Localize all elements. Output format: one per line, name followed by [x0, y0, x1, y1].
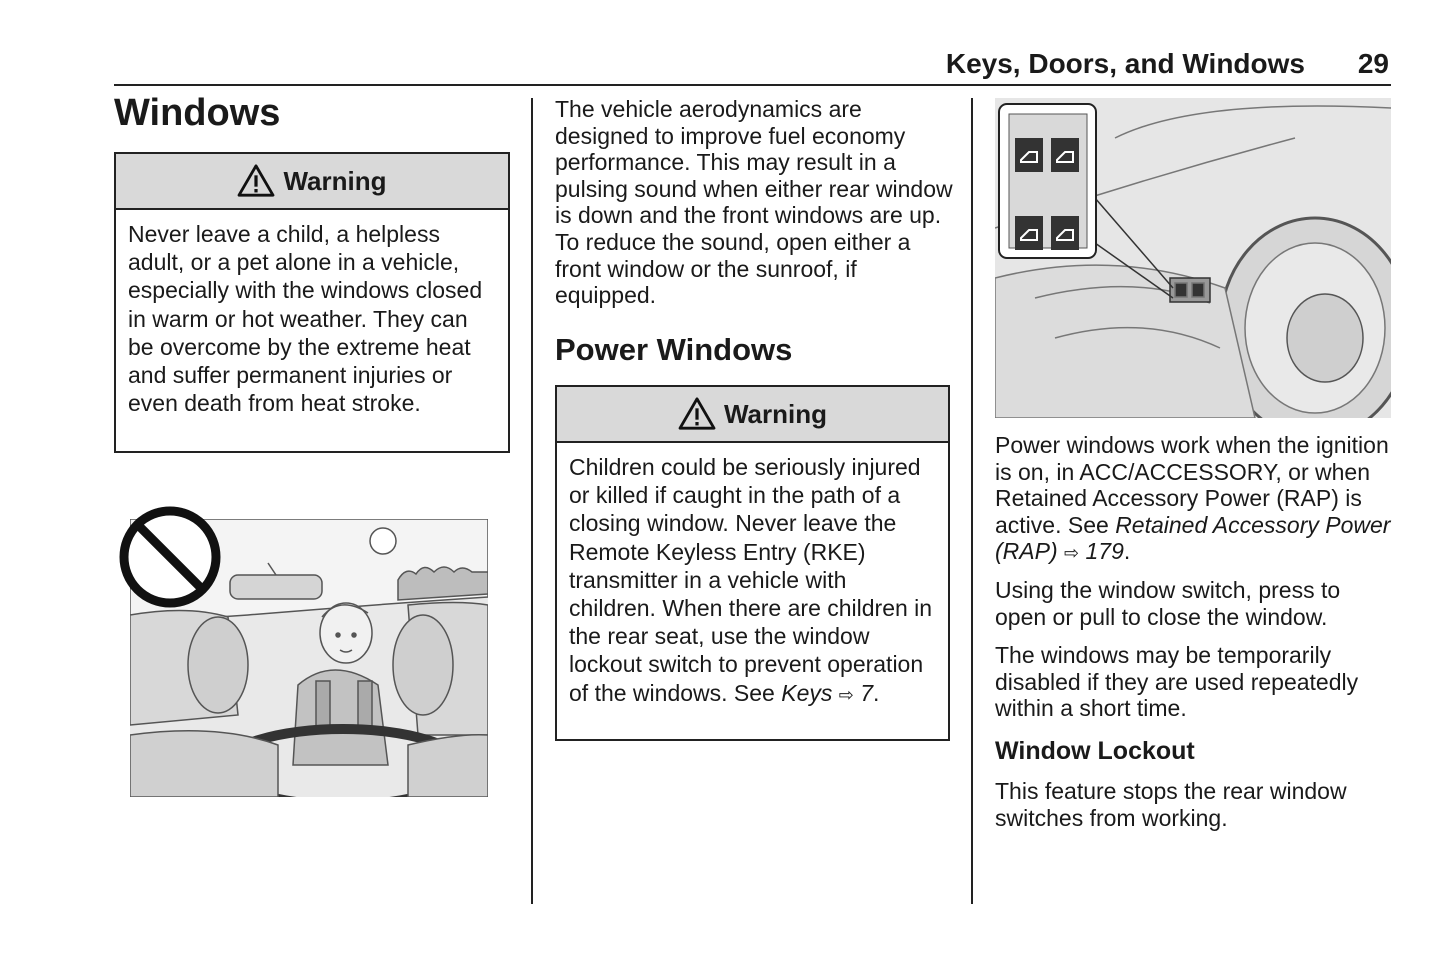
- column-divider: [531, 98, 533, 904]
- windows-heading: Windows: [114, 92, 281, 134]
- warning-text: [557, 443, 948, 717]
- section-title: Keys, Doors, and Windows: [945, 48, 1305, 79]
- keys-reference[interactable]: Keys: [781, 679, 833, 706]
- power-windows-paragraph: [995, 432, 1393, 567]
- power-windows-heading: Power Windows: [555, 332, 793, 367]
- window-lockout-paragraph: This feature stops the rear window switches from working.: [995, 778, 1347, 831]
- temporarily-disabled-paragraph: The windows may be temporarily disabled if they are used repeatedly within a short time.: [995, 642, 1359, 722]
- warning-box-power-windows: [555, 385, 950, 741]
- door-window-switches-illustration: [995, 98, 1391, 418]
- warning-triangle-icon: [237, 164, 275, 198]
- power-windows-text: Power windows work when the ignition is on, in ACC/ACCESSORY, or when Retained Accessory Power (RAP) is active. See: [995, 432, 1389, 538]
- child-in-car-illustration: [118, 505, 490, 800]
- page-number: 29: [1357, 48, 1389, 79]
- warning-triangle-icon: [678, 397, 716, 431]
- keys-page-ref[interactable]: 7: [860, 679, 874, 706]
- window-switch-paragraph: Using the window switch, press to open or pull to close the window.: [995, 577, 1341, 630]
- window-lockout-heading: Window Lockout: [995, 737, 1195, 765]
- page-ref-arrow-icon: ⇨: [838, 684, 854, 705]
- warning-text: Never leave a child, a helpless adult, or a pet alone in a vehicle, especially with the windows closed in warm or hot weather. They can be overcome by the extreme heat and suffer permanent injuries or even death from heat stroke.: [128, 221, 483, 417]
- warning-box-child: [114, 152, 510, 453]
- page-header: [114, 44, 1391, 86]
- column-divider: [971, 98, 973, 904]
- warning-header: [116, 154, 508, 210]
- warning-label: Warning: [283, 165, 387, 196]
- warning-label: Warning: [723, 398, 828, 429]
- ref-period: .: [873, 679, 880, 706]
- page-ref-arrow-icon: ⇨: [1064, 543, 1080, 564]
- rap-page-ref[interactable]: 179: [1085, 538, 1124, 565]
- aerodynamics-paragraph: The vehicle aerodynamics are designed to improve fuel economy performance. This may result in a pulsing sound when either rear window is down and the front windows are up. To reduce the sound, open either a front window or the sunroof, if equipped.: [555, 96, 953, 309]
- warning-header: [557, 387, 948, 443]
- ref-period: .: [1123, 538, 1131, 565]
- warning-body: Children could be seriously injured or killed if caught in the path of a closing window. Never leave the Remote Keyless Entry (RKE) transmitter in a vehicle with children. When there are children in the rear seat, use the window lockout switch to prevent operation of the windows. See: [569, 454, 933, 706]
- rap-reference[interactable]: Retained Accessory Power (RAP): [995, 511, 1391, 565]
